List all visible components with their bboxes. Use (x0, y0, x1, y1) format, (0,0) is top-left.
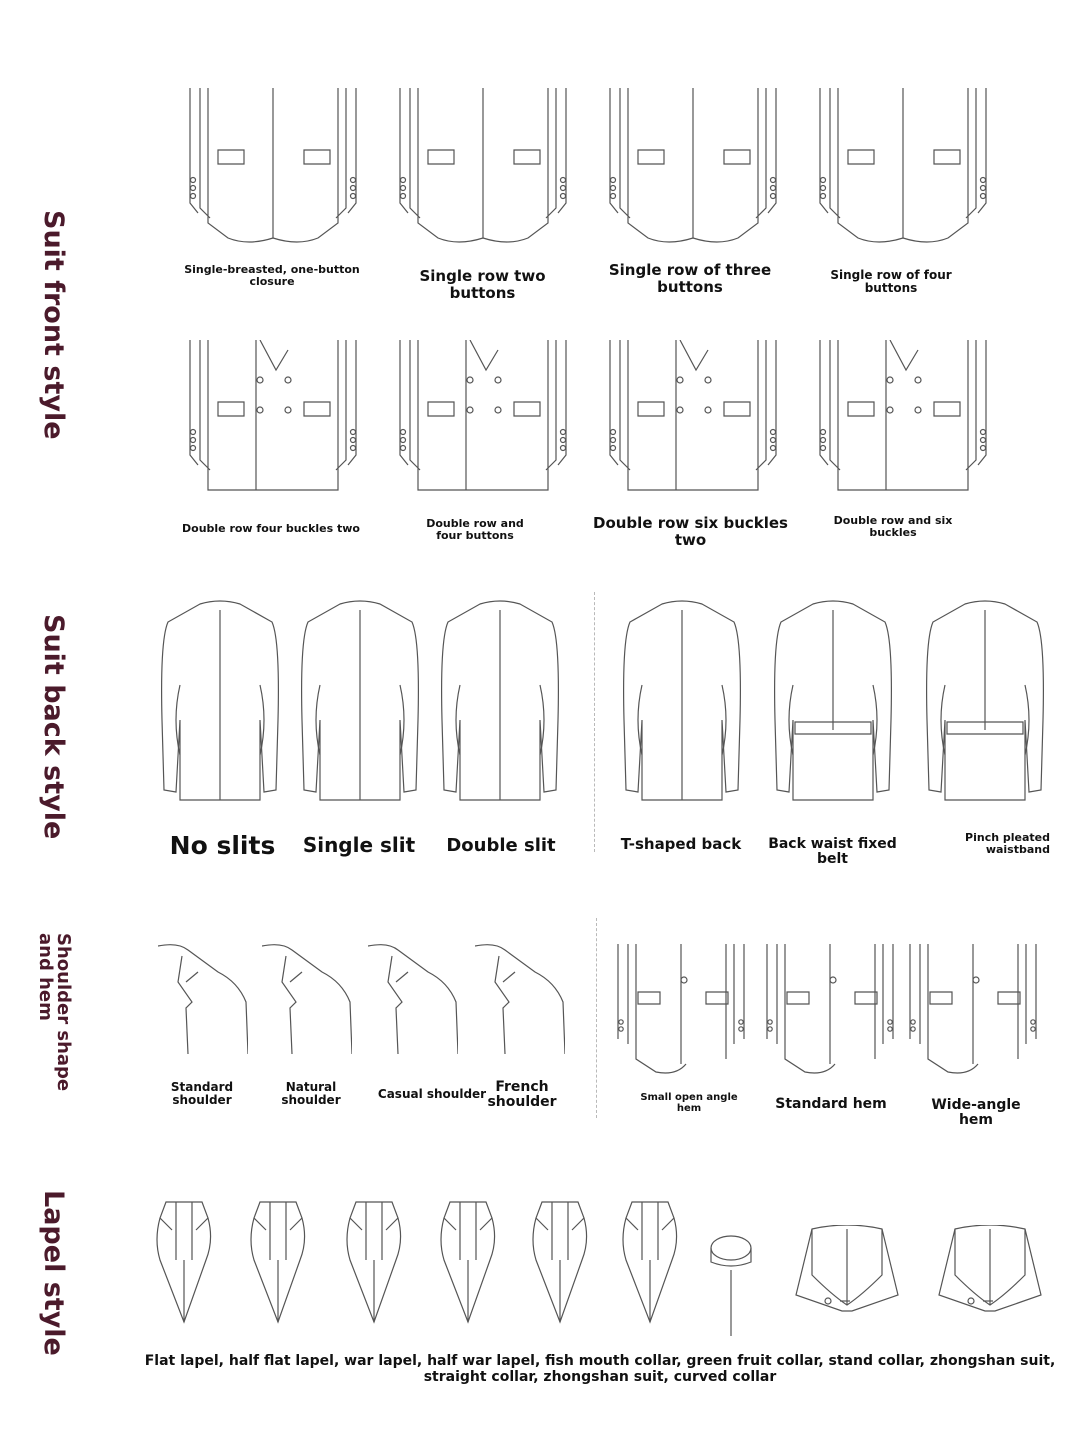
caption-shoulder-4: French shoulder (487, 1079, 557, 1111)
back-waist-belt-figure (773, 600, 893, 810)
back-no-slit-figure (160, 600, 280, 810)
lapel-curved-collar-figure (935, 1225, 1045, 1315)
section-title-shoulder-line1: Shoulder shape (53, 933, 74, 1092)
back-single-slit-figure (300, 600, 420, 810)
shoulder-natural-figure (262, 942, 352, 1057)
caption-front-row1-4: Single row of four buttons (830, 268, 952, 296)
caption-shoulder-2: Natural shoulder (281, 1080, 341, 1108)
front-db-six-figure (818, 340, 988, 500)
front-one-button-figure (188, 88, 358, 248)
caption-shoulder-1: Standard shoulder (170, 1080, 234, 1108)
caption-hem-3: Wide-angle hem (931, 1097, 1021, 1129)
caption-lapel: Flat lapel, half flat lapel, war lapel, half war lapel, fish mouth collar, green fruit collar, stand collar, zhongshan suit, straight collar, zhongshan suit, curved collar (144, 1353, 1056, 1386)
caption-back-3: Double slit (446, 835, 556, 856)
caption-front-row1-3: Single row of three buttons (608, 261, 772, 296)
section-title-front: Suit front style (38, 210, 69, 440)
section-title-back: Suit back style (38, 614, 69, 840)
shoulder-french-figure (475, 942, 565, 1057)
lapel-half-war-figure (436, 1200, 500, 1325)
caption-back-5: Back waist fixed belt (768, 836, 897, 868)
section-title-lapel: Lapel style (38, 1190, 69, 1356)
caption-back-1: No slits (169, 831, 276, 860)
front-db-four-two-figure (188, 340, 358, 500)
lapel-green-fruit-figure (618, 1200, 682, 1325)
lapel-half-flat-figure (246, 1200, 310, 1325)
section-divider (594, 592, 595, 852)
caption-front-row2-1: Double row four buckles two (182, 522, 360, 535)
front-db-six-two-figure (608, 340, 778, 500)
hem-standard-figure (765, 944, 895, 1074)
caption-front-row2-3: Double row six buckles two (593, 514, 788, 549)
front-db-four-figure (398, 340, 568, 500)
front-four-button-figure (818, 88, 988, 248)
section-title-shoulder-line2: and hem (35, 933, 56, 1021)
section-divider-2 (596, 918, 597, 1118)
caption-back-4: T-shaped back (620, 835, 742, 853)
back-pinch-waistband-figure (925, 600, 1045, 810)
lapel-war-figure (342, 1200, 406, 1325)
lapel-straight-collar-figure (792, 1225, 902, 1315)
hem-wide-angle-figure (908, 944, 1038, 1074)
hem-small-open-figure (616, 944, 746, 1074)
shoulder-casual-figure (368, 942, 458, 1057)
section-title-shoulder (36, 933, 72, 1091)
shoulder-standard-figure (158, 942, 248, 1057)
lapel-stand-collar-figure (706, 1228, 756, 1338)
caption-front-row2-4: Double row and six buckles (833, 514, 953, 540)
lapel-flat-figure (152, 1200, 216, 1325)
caption-hem-2: Standard hem (775, 1096, 887, 1112)
caption-back-6: Pinch pleated waistband (965, 831, 1050, 857)
front-two-button-figure (398, 88, 568, 248)
front-three-button-figure (608, 88, 778, 248)
caption-front-row1-1: Single-breasted, one-button closure (184, 263, 360, 289)
caption-front-row1-2: Single row two buttons (419, 267, 546, 302)
caption-back-2: Single slit (302, 833, 416, 857)
back-double-slit-figure (440, 600, 560, 810)
caption-shoulder-3: Casual shoulder (377, 1087, 487, 1101)
caption-front-row2-2: Double row and four buttons (426, 517, 524, 543)
lapel-fish-mouth-figure (528, 1200, 592, 1325)
back-t-shaped-figure (622, 600, 742, 810)
caption-hem-1: Small open angle hem (640, 1092, 738, 1114)
